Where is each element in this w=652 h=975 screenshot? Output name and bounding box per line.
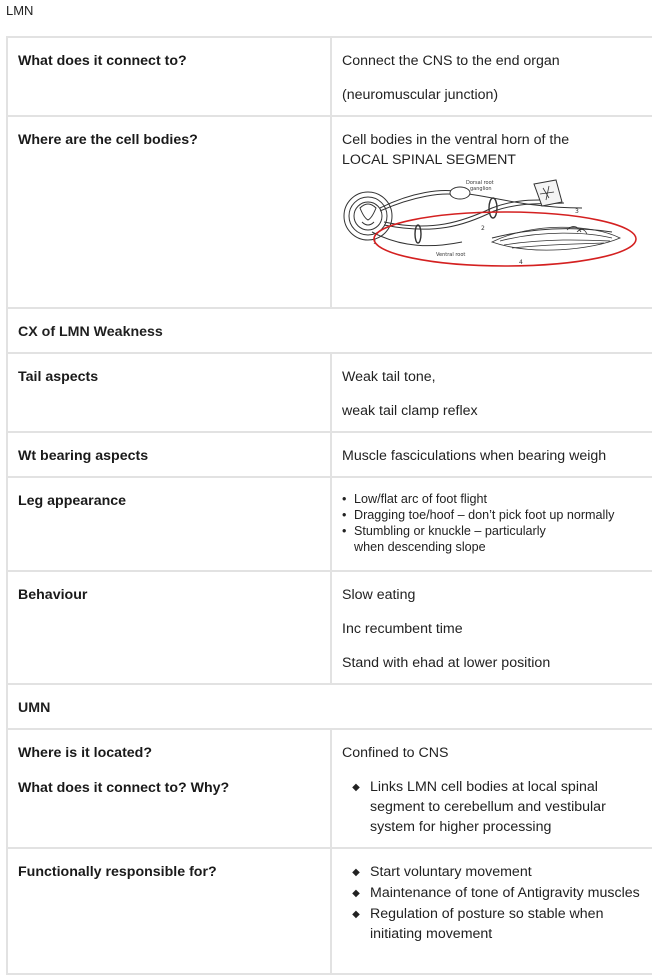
label-what-connects-why: What does it connect to? Why? <box>18 780 230 796</box>
section-heading-cx-lmn: CX of LMN Weakness <box>7 308 652 353</box>
value-cell-bodies <box>331 116 652 308</box>
list-item: ◆ Start voluntary movement <box>352 864 532 880</box>
svg-text:Dorsal root: Dorsal root <box>466 180 494 186</box>
row-umn-location <box>7 729 652 848</box>
svg-text:3: 3 <box>575 208 579 215</box>
document-title: LMN <box>6 3 34 18</box>
value-tail-aspects <box>331 353 652 432</box>
value-what-connects <box>331 37 652 116</box>
behaviour-line-1: Slow eating <box>342 587 416 603</box>
row-cx-lmn-heading <box>7 308 652 353</box>
list-item: • Dragging toe/hoof – don’t pick foot up normally <box>342 508 615 522</box>
cell-bodies-text: Cell bodies in the ventral horn of the LOCAL SPINAL SEGMENT <box>342 132 570 168</box>
section-heading-umn: UMN <box>7 684 652 729</box>
ventral-root-cuff <box>415 225 421 243</box>
label-behaviour: Behaviour <box>7 571 331 684</box>
svg-text:1: 1 <box>373 239 377 246</box>
skin-receptor-box <box>534 180 562 206</box>
label-tail-aspects: Tail aspects <box>7 353 331 432</box>
connect-line-1: Connect the CNS to the end organ <box>342 53 560 69</box>
list-item: ◆ Regulation of posture so stable when initiating movement <box>352 906 604 942</box>
notes-table <box>6 36 652 975</box>
value-wt-bearing: Muscle fasciculations when bearing weigh <box>331 432 652 477</box>
value-leg-appearance <box>331 477 652 571</box>
row-cell-bodies <box>7 116 652 308</box>
row-lmn-connect <box>7 37 652 116</box>
row-umn-heading <box>7 684 652 729</box>
umn-located-text: Confined to CNS <box>342 745 449 761</box>
list-item: • Stumbling or knuckle – particularly when descending slope <box>342 524 546 554</box>
muscle-fibres <box>492 226 620 250</box>
svg-text:Ventral root: Ventral root <box>436 252 466 258</box>
tail-line-1: Weak tail tone, <box>342 369 436 385</box>
list-item: ◆ Maintenance of tone of Antigravity muscles <box>352 885 640 901</box>
connect-line-2: (neuromuscular junction) <box>342 87 499 103</box>
dorsal-root-ganglion <box>450 187 470 199</box>
leg-list <box>342 491 644 555</box>
tail-line-2: weak tail clamp reflex <box>342 403 478 419</box>
spinal-cord-cross-section <box>344 192 392 240</box>
label-cell-bodies: Where are the cell bodies? <box>7 116 331 308</box>
label-umn-location <box>7 729 331 848</box>
behaviour-line-3: Stand with ehad at lower position <box>342 655 551 671</box>
value-behaviour <box>331 571 652 684</box>
svg-text:ganglion: ganglion <box>470 186 492 192</box>
value-functionally-responsible <box>331 848 652 974</box>
svg-text:2: 2 <box>481 225 485 232</box>
row-tail-aspects <box>7 353 652 432</box>
value-umn-location <box>331 729 652 848</box>
label-where-located: Where is it located? <box>18 745 153 761</box>
row-leg-appearance <box>7 477 652 571</box>
behaviour-line-2: Inc recumbent time <box>342 621 463 637</box>
label-wt-bearing: Wt bearing aspects <box>7 432 331 477</box>
label-what-connects: What does it connect to? <box>7 37 331 116</box>
umn-connect-list <box>342 777 644 837</box>
label-leg-appearance: Leg appearance <box>7 477 331 571</box>
row-umn-functional <box>7 848 652 974</box>
list-item: • Low/flat arc of foot flight <box>342 492 488 506</box>
red-highlight-circle <box>374 212 636 266</box>
svg-text:4: 4 <box>519 259 523 266</box>
list-item: ◆ Links LMN cell bodies at local spinal segment to cerebellum and vestibular system for higher processing <box>352 779 606 835</box>
label-functionally-responsible: Functionally responsible for? <box>7 848 331 974</box>
umn-functional-list <box>342 862 644 944</box>
lmn-pathway-diagram <box>342 178 642 274</box>
row-behaviour <box>7 571 652 684</box>
row-wt-bearing <box>7 432 652 477</box>
